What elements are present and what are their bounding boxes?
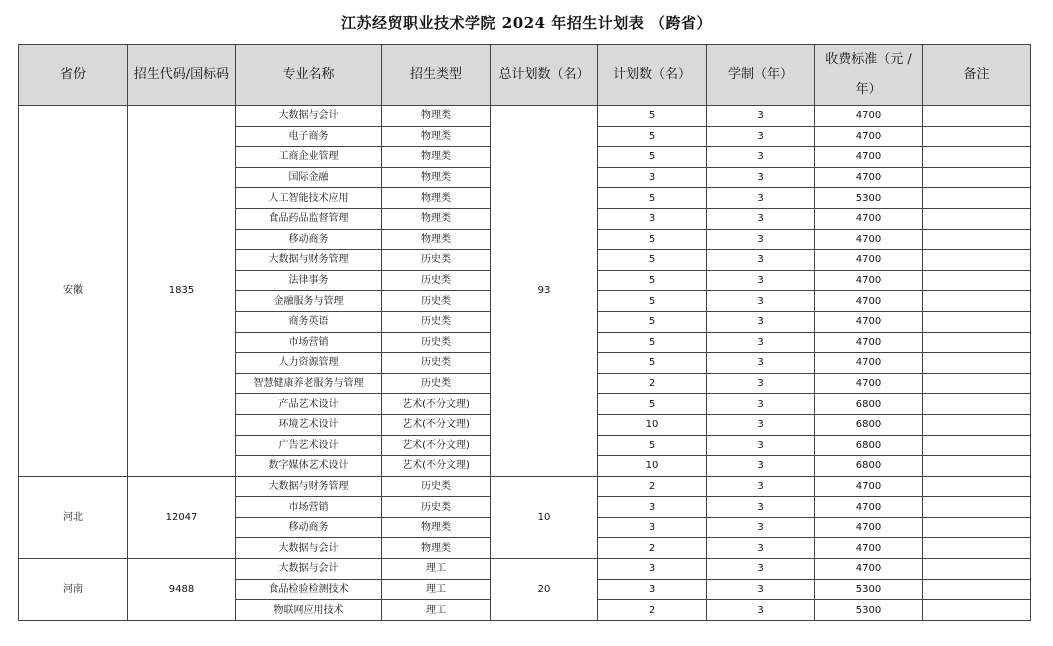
major-cell: 大数据与会计 bbox=[236, 538, 382, 559]
type-cell: 历史类 bbox=[382, 270, 491, 291]
plan-cell: 5 bbox=[598, 229, 707, 250]
plan-cell: 5 bbox=[598, 311, 707, 332]
years-cell: 3 bbox=[707, 414, 815, 435]
fee-cell: 6800 bbox=[815, 456, 923, 477]
fee-cell: 4700 bbox=[815, 250, 923, 271]
note-cell bbox=[923, 311, 1031, 332]
total-cell: 20 bbox=[491, 559, 598, 621]
years-cell: 3 bbox=[707, 126, 815, 147]
plan-cell: 10 bbox=[598, 456, 707, 477]
note-cell bbox=[923, 229, 1031, 250]
table-body bbox=[19, 106, 1031, 621]
years-cell: 3 bbox=[707, 394, 815, 415]
note-cell bbox=[923, 538, 1031, 559]
years-cell: 3 bbox=[707, 559, 815, 580]
years-cell: 3 bbox=[707, 373, 815, 394]
fee-cell: 4700 bbox=[815, 229, 923, 250]
fee-cell: 4700 bbox=[815, 126, 923, 147]
table-row bbox=[19, 559, 1031, 580]
note-cell bbox=[923, 126, 1031, 147]
type-cell: 物理类 bbox=[382, 106, 491, 127]
major-cell: 广告艺术设计 bbox=[236, 435, 382, 456]
major-cell: 物联网应用技术 bbox=[236, 600, 382, 621]
plan-cell: 5 bbox=[598, 147, 707, 168]
major-cell: 数字媒体艺术设计 bbox=[236, 456, 382, 477]
table-row bbox=[19, 106, 1031, 127]
years-cell: 3 bbox=[707, 456, 815, 477]
note-cell bbox=[923, 332, 1031, 353]
type-cell: 物理类 bbox=[382, 208, 491, 229]
note-cell bbox=[923, 167, 1031, 188]
type-cell: 物理类 bbox=[382, 538, 491, 559]
plan-cell: 5 bbox=[598, 394, 707, 415]
fee-cell: 6800 bbox=[815, 394, 923, 415]
header-note: 备注 bbox=[923, 45, 1031, 106]
type-cell: 艺术(不分文理) bbox=[382, 394, 491, 415]
fee-cell: 4700 bbox=[815, 291, 923, 312]
years-cell: 3 bbox=[707, 517, 815, 538]
major-cell: 大数据与财务管理 bbox=[236, 250, 382, 271]
type-cell: 艺术(不分文理) bbox=[382, 414, 491, 435]
years-cell: 3 bbox=[707, 497, 815, 518]
code-cell: 1835 bbox=[128, 106, 236, 477]
major-cell: 大数据与财务管理 bbox=[236, 476, 382, 497]
years-cell: 3 bbox=[707, 476, 815, 497]
type-cell: 历史类 bbox=[382, 497, 491, 518]
note-cell bbox=[923, 270, 1031, 291]
note-cell bbox=[923, 147, 1031, 168]
years-cell: 3 bbox=[707, 311, 815, 332]
major-cell: 人工智能技术应用 bbox=[236, 188, 382, 209]
fee-cell: 4700 bbox=[815, 208, 923, 229]
years-cell: 3 bbox=[707, 600, 815, 621]
fee-cell: 4700 bbox=[815, 538, 923, 559]
major-cell: 产品艺术设计 bbox=[236, 394, 382, 415]
major-cell: 大数据与会计 bbox=[236, 559, 382, 580]
years-cell: 3 bbox=[707, 106, 815, 127]
note-cell bbox=[923, 517, 1031, 538]
major-cell: 市场营销 bbox=[236, 497, 382, 518]
fee-cell: 5300 bbox=[815, 188, 923, 209]
type-cell: 历史类 bbox=[382, 476, 491, 497]
note-cell bbox=[923, 106, 1031, 127]
province-cell: 安徽 bbox=[19, 106, 128, 477]
type-cell: 物理类 bbox=[382, 188, 491, 209]
plan-cell: 2 bbox=[598, 373, 707, 394]
header-plan: 计划数（名） bbox=[598, 45, 707, 106]
plan-cell: 5 bbox=[598, 250, 707, 271]
major-cell: 大数据与会计 bbox=[236, 106, 382, 127]
plan-cell: 5 bbox=[598, 435, 707, 456]
note-cell bbox=[923, 435, 1031, 456]
type-cell: 物理类 bbox=[382, 147, 491, 168]
fee-cell: 5300 bbox=[815, 600, 923, 621]
total-cell: 93 bbox=[491, 106, 598, 477]
fee-cell: 6800 bbox=[815, 414, 923, 435]
plan-cell: 5 bbox=[598, 106, 707, 127]
type-cell: 艺术(不分文理) bbox=[382, 435, 491, 456]
note-cell bbox=[923, 353, 1031, 374]
fee-cell: 4700 bbox=[815, 353, 923, 374]
note-cell bbox=[923, 250, 1031, 271]
note-cell bbox=[923, 208, 1031, 229]
type-cell: 物理类 bbox=[382, 229, 491, 250]
table-row bbox=[19, 476, 1031, 497]
major-cell: 工商企业管理 bbox=[236, 147, 382, 168]
years-cell: 3 bbox=[707, 167, 815, 188]
plan-cell: 5 bbox=[598, 353, 707, 374]
plan-cell: 2 bbox=[598, 538, 707, 559]
fee-cell: 4700 bbox=[815, 373, 923, 394]
plan-cell: 3 bbox=[598, 167, 707, 188]
major-cell: 环境艺术设计 bbox=[236, 414, 382, 435]
type-cell: 理工 bbox=[382, 600, 491, 621]
type-cell: 历史类 bbox=[382, 250, 491, 271]
type-cell: 物理类 bbox=[382, 517, 491, 538]
plan-cell: 3 bbox=[598, 497, 707, 518]
years-cell: 3 bbox=[707, 229, 815, 250]
fee-cell: 4700 bbox=[815, 167, 923, 188]
fee-cell: 4700 bbox=[815, 497, 923, 518]
major-cell: 智慧健康养老服务与管理 bbox=[236, 373, 382, 394]
type-cell: 理工 bbox=[382, 559, 491, 580]
type-cell: 物理类 bbox=[382, 167, 491, 188]
plan-cell: 5 bbox=[598, 332, 707, 353]
header-years: 学制（年） bbox=[707, 45, 815, 106]
plan-cell: 2 bbox=[598, 476, 707, 497]
note-cell bbox=[923, 456, 1031, 477]
note-cell bbox=[923, 497, 1031, 518]
note-cell bbox=[923, 476, 1031, 497]
years-cell: 3 bbox=[707, 435, 815, 456]
header-fee: 收费标准（元 / 年） bbox=[815, 45, 923, 106]
major-cell: 电子商务 bbox=[236, 126, 382, 147]
plan-cell: 5 bbox=[598, 126, 707, 147]
plan-cell: 3 bbox=[598, 559, 707, 580]
type-cell: 历史类 bbox=[382, 291, 491, 312]
fee-cell: 4700 bbox=[815, 147, 923, 168]
note-cell bbox=[923, 579, 1031, 600]
plan-cell: 3 bbox=[598, 208, 707, 229]
province-cell: 河南 bbox=[19, 559, 128, 621]
code-cell: 9488 bbox=[128, 559, 236, 621]
type-cell: 物理类 bbox=[382, 126, 491, 147]
note-cell bbox=[923, 394, 1031, 415]
plan-cell: 5 bbox=[598, 270, 707, 291]
major-cell: 人力资源管理 bbox=[236, 353, 382, 374]
years-cell: 3 bbox=[707, 332, 815, 353]
years-cell: 3 bbox=[707, 579, 815, 600]
plan-cell: 10 bbox=[598, 414, 707, 435]
fee-cell: 4700 bbox=[815, 311, 923, 332]
fee-cell: 4700 bbox=[815, 517, 923, 538]
type-cell: 历史类 bbox=[382, 373, 491, 394]
page-title: 江苏经贸职业技术学院 2024 年招生计划表 （跨省） bbox=[341, 14, 712, 32]
plan-cell: 5 bbox=[598, 291, 707, 312]
fee-cell: 4700 bbox=[815, 106, 923, 127]
years-cell: 3 bbox=[707, 353, 815, 374]
header-code: 招生代码/国标码 bbox=[128, 45, 236, 106]
major-cell: 国际金融 bbox=[236, 167, 382, 188]
major-cell: 移动商务 bbox=[236, 517, 382, 538]
fee-cell: 5300 bbox=[815, 579, 923, 600]
major-cell: 法律事务 bbox=[236, 270, 382, 291]
major-cell: 移动商务 bbox=[236, 229, 382, 250]
fee-cell: 6800 bbox=[815, 435, 923, 456]
years-cell: 3 bbox=[707, 188, 815, 209]
fee-cell: 4700 bbox=[815, 559, 923, 580]
note-cell bbox=[923, 188, 1031, 209]
fee-cell: 4700 bbox=[815, 270, 923, 291]
type-cell: 艺术(不分文理) bbox=[382, 456, 491, 477]
header-row bbox=[19, 45, 1031, 106]
note-cell bbox=[923, 291, 1031, 312]
type-cell: 历史类 bbox=[382, 311, 491, 332]
major-cell: 商务英语 bbox=[236, 311, 382, 332]
header-province: 省份 bbox=[19, 45, 128, 106]
type-cell: 理工 bbox=[382, 579, 491, 600]
note-cell bbox=[923, 559, 1031, 580]
major-cell: 市场营销 bbox=[236, 332, 382, 353]
note-cell bbox=[923, 373, 1031, 394]
header-type: 招生类型 bbox=[382, 45, 491, 106]
code-cell: 12047 bbox=[128, 476, 236, 558]
header-major: 专业名称 bbox=[236, 45, 382, 106]
total-cell: 10 bbox=[491, 476, 598, 558]
plan-cell: 3 bbox=[598, 579, 707, 600]
years-cell: 3 bbox=[707, 250, 815, 271]
major-cell: 金融服务与管理 bbox=[236, 291, 382, 312]
plan-cell: 2 bbox=[598, 600, 707, 621]
type-cell: 历史类 bbox=[382, 353, 491, 374]
enrollment-plan-table bbox=[18, 44, 1031, 621]
note-cell bbox=[923, 600, 1031, 621]
type-cell: 历史类 bbox=[382, 332, 491, 353]
major-cell: 食品药品监督管理 bbox=[236, 208, 382, 229]
header-total: 总计划数（名） bbox=[491, 45, 598, 106]
fee-cell: 4700 bbox=[815, 476, 923, 497]
plan-cell: 3 bbox=[598, 517, 707, 538]
years-cell: 3 bbox=[707, 147, 815, 168]
years-cell: 3 bbox=[707, 538, 815, 559]
province-cell: 河北 bbox=[19, 476, 128, 558]
fee-cell: 4700 bbox=[815, 332, 923, 353]
major-cell: 食品检验检测技术 bbox=[236, 579, 382, 600]
years-cell: 3 bbox=[707, 291, 815, 312]
years-cell: 3 bbox=[707, 208, 815, 229]
note-cell bbox=[923, 414, 1031, 435]
plan-cell: 5 bbox=[598, 188, 707, 209]
years-cell: 3 bbox=[707, 270, 815, 291]
